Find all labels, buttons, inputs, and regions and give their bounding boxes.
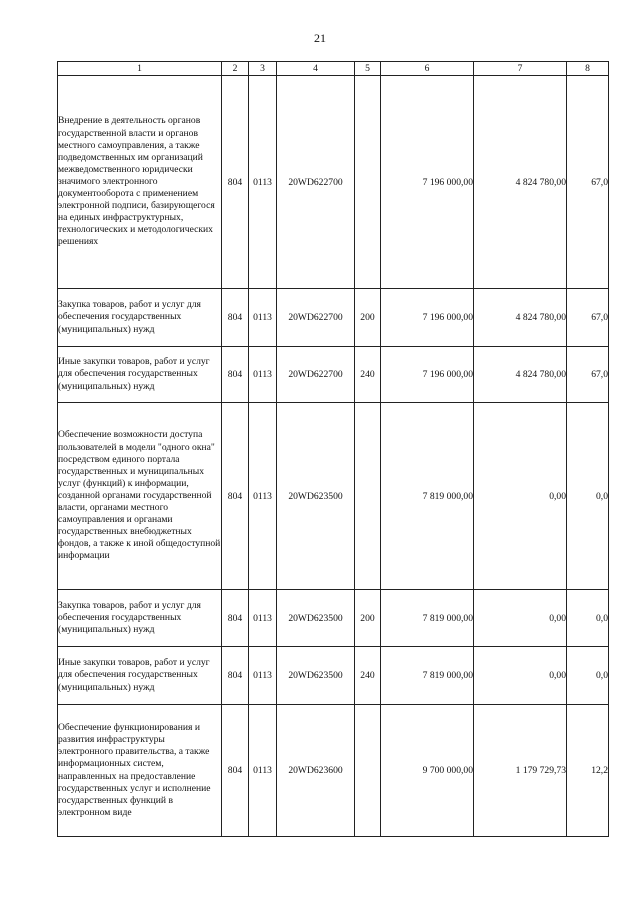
row-target: 20WD623500: [277, 647, 355, 705]
column-header: 1: [58, 62, 222, 76]
row-plan: 7 196 000,00: [381, 76, 474, 289]
page-number: 21: [314, 31, 326, 45]
row-fact: 0,00: [474, 647, 567, 705]
table-row: [58, 705, 609, 837]
table-row: [58, 347, 609, 403]
row-code: 804: [222, 76, 249, 289]
row-name: Иные закупки товаров, работ и услуг для обеспечения государственных (муниципальных) нужд: [58, 347, 222, 403]
row-target: 20WD622700: [277, 76, 355, 289]
budget-table: [57, 61, 609, 837]
row-fact: 4 824 780,00: [474, 289, 567, 347]
row-section: 0113: [249, 705, 277, 837]
row-section: 0113: [249, 76, 277, 289]
column-header: 2: [222, 62, 249, 76]
row-section: 0113: [249, 403, 277, 590]
row-code: 804: [222, 647, 249, 705]
row-type: [355, 76, 381, 289]
column-header: 6: [381, 62, 474, 76]
row-code: 804: [222, 705, 249, 837]
row-plan: 7 196 000,00: [381, 347, 474, 403]
row-plan: 9 700 000,00: [381, 705, 474, 837]
table-row: [58, 403, 609, 590]
row-target: 20WD623500: [277, 590, 355, 647]
row-name: Закупка товаров, работ и услуг для обеспечения государственных (муниципальных) нужд: [58, 590, 222, 647]
row-type: [355, 403, 381, 590]
row-code: 804: [222, 347, 249, 403]
row-name: Обеспечение возможности доступа пользователей в модели "одного окна" посредством единого портала государственных и муниципальных услуг (функций) к информации, созданной органами государственной власти, органами местного самоуправления и органами государственных внебюджетных фондов, а также к иной общедоступной информации: [58, 403, 222, 590]
column-header: 3: [249, 62, 277, 76]
row-fact: 0,00: [474, 403, 567, 590]
row-percent: 12,2: [567, 705, 609, 837]
row-code: 804: [222, 289, 249, 347]
row-plan: 7 196 000,00: [381, 289, 474, 347]
table-row: [58, 289, 609, 347]
row-target: 20WD622700: [277, 347, 355, 403]
row-type: 200: [355, 590, 381, 647]
row-fact: 4 824 780,00: [474, 76, 567, 289]
row-code: 804: [222, 590, 249, 647]
row-plan: 7 819 000,00: [381, 590, 474, 647]
row-target: 20WD623500: [277, 403, 355, 590]
row-section: 0113: [249, 647, 277, 705]
row-plan: 7 819 000,00: [381, 647, 474, 705]
row-code: 804: [222, 403, 249, 590]
row-name: Обеспечение функционирования и развития инфраструктуры электронного правительства, а также информационных систем, направленных на предоставление государственных услуг и исполнение государственных функций в электронном виде: [58, 705, 222, 837]
row-target: 20WD623600: [277, 705, 355, 837]
row-type: [355, 705, 381, 837]
row-name: Внедрение в деятельность органов государственной власти и органов местного самоуправления, а также подведомственных им организаций межведомственного юридически значимого электронного документооборота с применением электронной подписи, базирующегося на единых инфраструктурных, технологических и методологических решениях: [58, 76, 222, 289]
column-header: 7: [474, 62, 567, 76]
row-section: 0113: [249, 590, 277, 647]
row-percent: 0,0: [567, 590, 609, 647]
row-name: Закупка товаров, работ и услуг для обеспечения государственных (муниципальных) нужд: [58, 289, 222, 347]
row-fact: 0,00: [474, 590, 567, 647]
row-type: 240: [355, 647, 381, 705]
column-header: 5: [355, 62, 381, 76]
row-section: 0113: [249, 347, 277, 403]
row-percent: 67,0: [567, 76, 609, 289]
row-percent: 0,0: [567, 403, 609, 590]
row-name: Иные закупки товаров, работ и услуг для обеспечения государственных (муниципальных) нужд: [58, 647, 222, 705]
row-fact: 4 824 780,00: [474, 347, 567, 403]
row-fact: 1 179 729,73: [474, 705, 567, 837]
column-header: 8: [567, 62, 609, 76]
table-row: [58, 590, 609, 647]
row-section: 0113: [249, 289, 277, 347]
row-percent: 0,0: [567, 647, 609, 705]
row-target: 20WD622700: [277, 289, 355, 347]
row-percent: 67,0: [567, 289, 609, 347]
table-header-row: [58, 62, 609, 76]
row-plan: 7 819 000,00: [381, 403, 474, 590]
row-type: 200: [355, 289, 381, 347]
row-type: 240: [355, 347, 381, 403]
table-row: [58, 647, 609, 705]
row-percent: 67,0: [567, 347, 609, 403]
column-header: 4: [277, 62, 355, 76]
table-row: [58, 76, 609, 289]
